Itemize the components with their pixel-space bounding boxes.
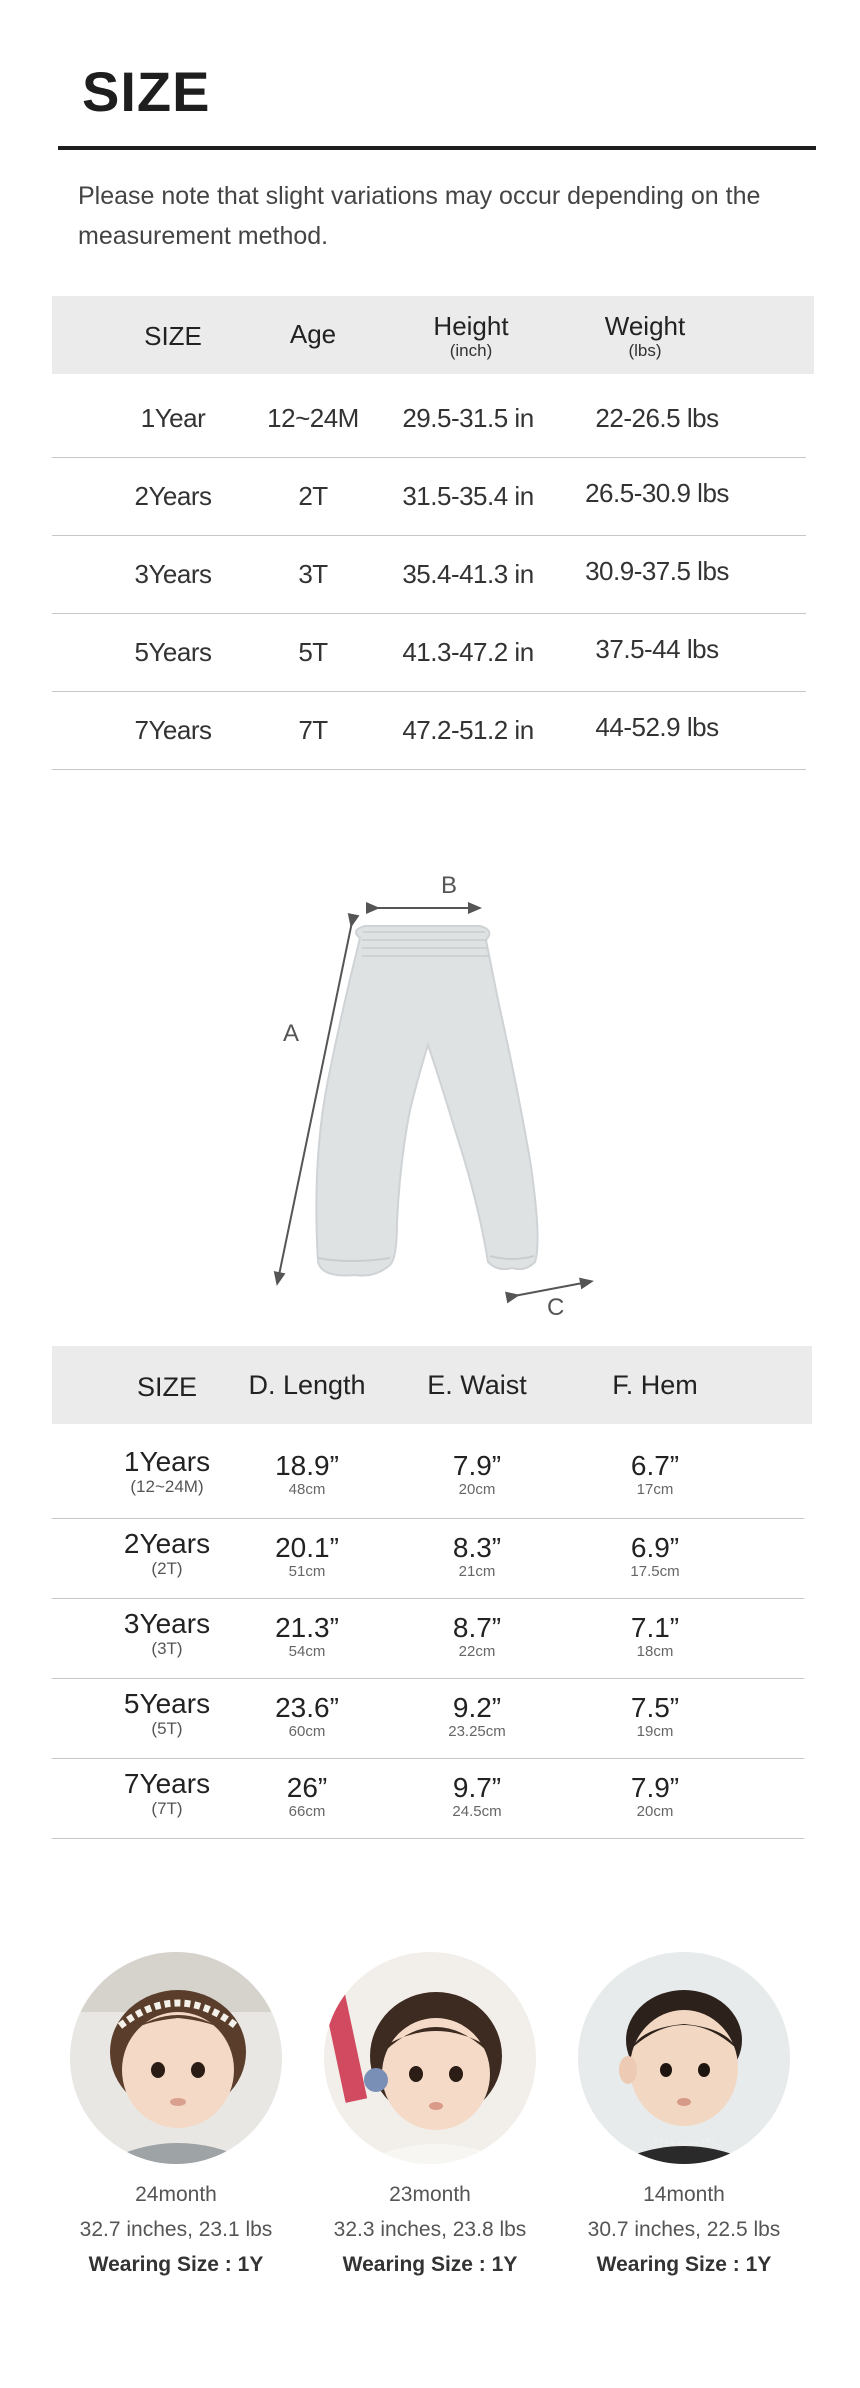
height-cell: 29.5-31.5 in xyxy=(402,403,534,433)
hem-cm: 18cm xyxy=(636,1643,674,1660)
model-info-2 xyxy=(310,2177,550,2282)
height-cell: 47.2-51.2 in xyxy=(402,715,534,745)
age-cell: 2T xyxy=(298,481,328,511)
length-cm: 51cm xyxy=(288,1563,326,1580)
label-a: A xyxy=(283,1020,300,1047)
hem-cm: 20cm xyxy=(636,1803,674,1820)
weight-cell: 26.5-30.9 lbs xyxy=(585,478,729,508)
hem-cell: 7.9” 20cm xyxy=(630,1772,680,1820)
size-cell: 7Years (7T) xyxy=(123,1768,211,1818)
measurement-note: Please note that slight variations may occur depending on the measurement method. xyxy=(78,182,761,250)
size-cell: 1Year xyxy=(140,403,206,433)
weight-cell: 37.5-44 lbs xyxy=(595,634,719,664)
model-wearing-size: Wearing Size : 1Y xyxy=(88,2253,264,2276)
waist-cell: 7.9” 20cm xyxy=(452,1450,502,1498)
model-wearing-size: Wearing Size : 1Y xyxy=(596,2253,772,2276)
length-cell: 21.3” 54cm xyxy=(275,1612,339,1660)
size-sub-label: (3T) xyxy=(151,1639,183,1658)
length-cm: 60cm xyxy=(288,1723,326,1740)
weight-cell: 30.9-37.5 lbs xyxy=(585,556,729,586)
weight-cell: 22-26.5 lbs xyxy=(595,403,719,433)
size-cell: 5Years xyxy=(134,637,212,667)
height-cell: 41.3-47.2 in xyxy=(402,637,534,667)
row-divider xyxy=(52,1518,804,1519)
row-divider xyxy=(52,1598,804,1599)
size-sub-label: (5T) xyxy=(151,1719,183,1738)
row-divider xyxy=(52,769,806,770)
size-sub-label: (2T) xyxy=(151,1559,183,1578)
pants-illustration xyxy=(316,926,537,1276)
length-cell: 18.9” 48cm xyxy=(275,1450,339,1498)
size-cell: 7Years xyxy=(134,715,212,745)
hem-cell: 6.7” 17cm xyxy=(630,1450,680,1498)
model-wearing-size: Wearing Size : 1Y xyxy=(342,2253,518,2276)
measurement-header-size: SIZE xyxy=(136,1372,198,1402)
height-cell: 35.4-41.3 in xyxy=(402,559,534,589)
hem-cell: 7.1” 18cm xyxy=(630,1612,680,1660)
row-divider xyxy=(52,535,806,536)
age-cell: 12~24M xyxy=(267,403,359,433)
page-title: SIZE xyxy=(82,60,211,123)
size-cell: 1Years (12~24M) xyxy=(123,1446,211,1496)
size-table-header-age: Age xyxy=(289,319,337,349)
waist-cell: 8.7” 22cm xyxy=(452,1612,502,1660)
row-divider xyxy=(52,457,806,458)
hem-cm: 17cm xyxy=(636,1481,674,1498)
measurement-header-length: D. Length xyxy=(248,1370,366,1400)
size-cell: 3Years xyxy=(134,559,212,589)
size-cell: 3Years (3T) xyxy=(123,1608,211,1658)
title-divider xyxy=(58,146,816,150)
weight-cell: 44-52.9 lbs xyxy=(595,712,719,742)
waist-cm: 22cm xyxy=(458,1643,496,1660)
model-stats: 32.7 inches, 23.1 lbs xyxy=(79,2218,273,2241)
length-cm: 54cm xyxy=(288,1643,326,1660)
waist-cell: 9.2” 23.25cm xyxy=(448,1692,506,1740)
waist-cell: 9.7” 24.5cm xyxy=(452,1772,502,1820)
length-cm: 48cm xyxy=(288,1481,326,1498)
hem-cm: 17.5cm xyxy=(630,1563,680,1580)
model-age: 23month xyxy=(389,2183,471,2206)
age-cell: 7T xyxy=(298,715,328,745)
model-photo-3 xyxy=(578,1952,790,2164)
size-table-header-height: Height (inch) xyxy=(433,311,509,360)
pants-measurement-diagram xyxy=(250,860,610,1320)
label-c: C xyxy=(547,1294,565,1321)
waist-cm: 23.25cm xyxy=(448,1723,506,1740)
model-age: 14month xyxy=(643,2183,725,2206)
waist-cm: 20cm xyxy=(458,1481,496,1498)
hem-cell: 7.5” 19cm xyxy=(630,1692,680,1740)
length-cm: 66cm xyxy=(288,1803,326,1820)
hem-cell: 6.9” 17.5cm xyxy=(630,1532,680,1580)
measurement-header-hem: F. Hem xyxy=(612,1370,698,1400)
size-sub-label: (7T) xyxy=(151,1799,183,1818)
size-cell: 2Years xyxy=(134,481,212,511)
model-info-3 xyxy=(564,2177,804,2282)
age-cell: 5T xyxy=(298,637,328,667)
label-b: B xyxy=(441,872,458,899)
model-info-1 xyxy=(56,2177,296,2282)
waist-cm: 24.5cm xyxy=(452,1803,502,1820)
measurement-header-waist: E. Waist xyxy=(427,1370,527,1400)
row-divider xyxy=(52,1758,804,1759)
height-cell: 31.5-35.4 in xyxy=(402,481,534,511)
row-divider xyxy=(52,1678,804,1679)
length-cell: 20.1” 51cm xyxy=(275,1532,339,1580)
age-cell: 3T xyxy=(298,559,328,589)
size-sub-label: (12~24M) xyxy=(130,1477,204,1496)
row-divider xyxy=(52,613,806,614)
model-photo-2 xyxy=(324,1952,536,2164)
hem-cm: 19cm xyxy=(636,1723,674,1740)
waist-cell: 8.3” 21cm xyxy=(452,1532,502,1580)
model-age: 24month xyxy=(135,2183,217,2206)
size-cell: 2Years (2T) xyxy=(123,1528,211,1578)
size-table-header-weight: Weight (lbs) xyxy=(604,311,686,360)
waist-cm: 21cm xyxy=(458,1563,496,1580)
length-cell: 26” 66cm xyxy=(286,1772,328,1820)
length-cell: 23.6” 60cm xyxy=(275,1692,339,1740)
weight-unit: (lbs) xyxy=(628,341,662,360)
row-divider xyxy=(52,691,806,692)
model-photo-1 xyxy=(70,1952,282,2164)
model-stats: 32.3 inches, 23.8 lbs xyxy=(333,2218,527,2241)
height-unit: (inch) xyxy=(449,341,493,360)
row-divider xyxy=(52,1838,804,1839)
model-stats: 30.7 inches, 22.5 lbs xyxy=(587,2218,781,2241)
size-cell: 5Years (5T) xyxy=(123,1688,211,1738)
size-table-header-size: SIZE xyxy=(144,321,202,351)
